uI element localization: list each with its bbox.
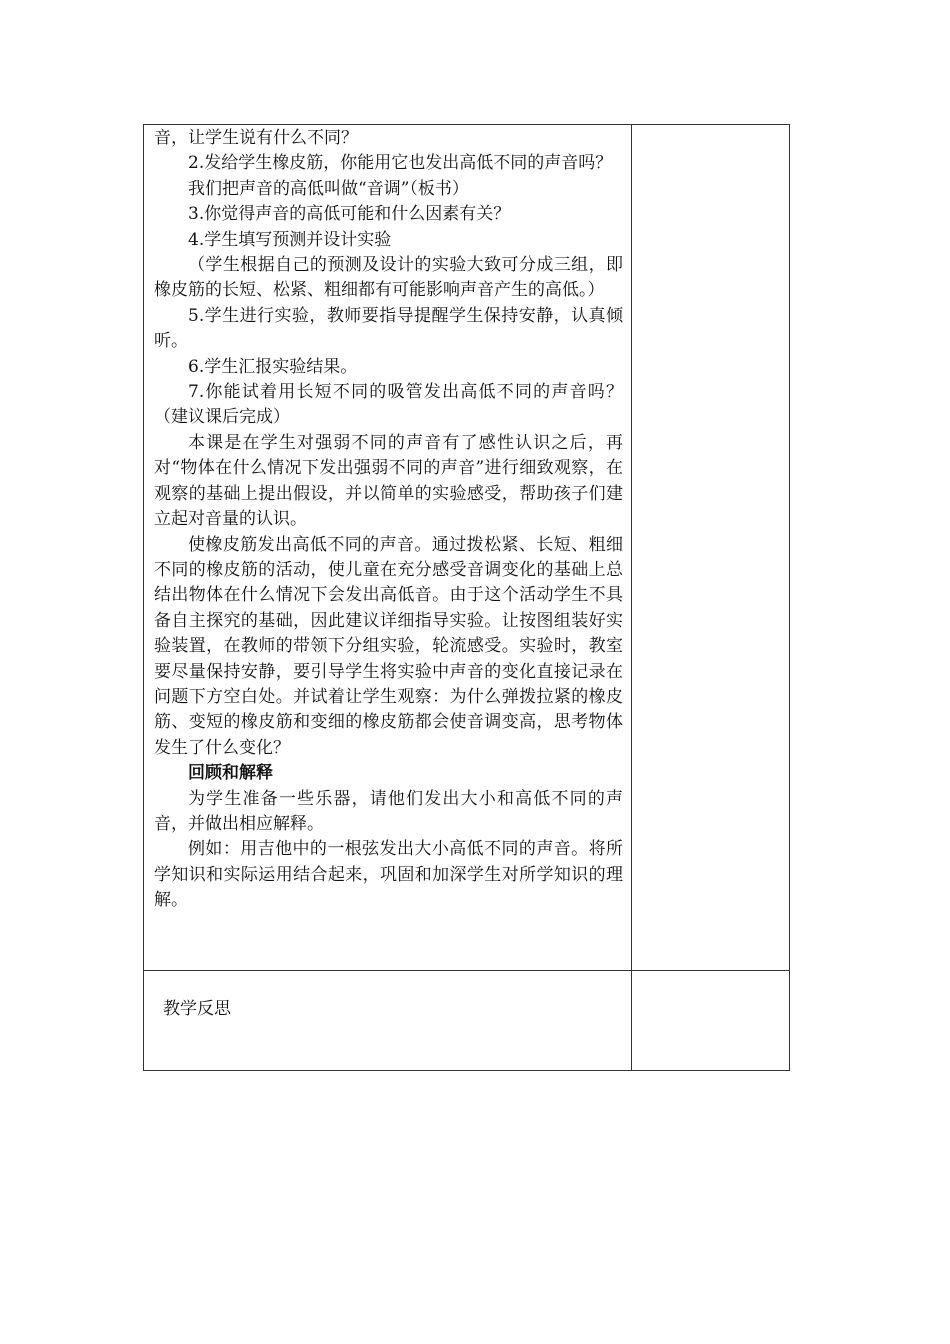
paragraph-step-2: 2.发给学生橡皮筋，你能用它也发出高低不同的声音吗？	[188, 153, 613, 174]
paragraph-step-4: 4.学生填写预测并设计实验	[188, 229, 392, 250]
paragraph-intro-tail: 音，让学生说有什么不同？	[154, 128, 358, 148]
paragraph-lesson-summary: 本课是在学生对强弱不同的声音有了感性认识之后，再对“物体在什么情况下发出强弱不同的声音”进行细致观察，在观察的基础上提出假设，并以简单的实验感受，帮助孩子们建立起对音量的认识。	[154, 432, 623, 530]
paragraph-step-3: 3.你觉得声音的高低可能和什么因素有关？	[188, 204, 511, 225]
paragraph-rubber-band-activity: 使橡皮筋发出高低不同的声音。通过拨松紧、长短、粗细不同的橡皮筋的活动，使儿童在充分感受音调变化的基础上总结出物体在什么情况下会发出高低音。由于这个活动学生不具备自主探究的基础，因此建议详细指导实验。让按图组装好实验装置，在教师的带领下分组实验，轮流感受。实验时，教室要尽量保持安静，要引导学生将实验中声音的变化直接记录在问题下方空白处。并试着让学生观察：为什么弹拨拉紧的橡皮筋、变短的橡皮筋和变细的橡皮筋都会使音调变高，思考物体发生了什么变化？	[154, 534, 623, 758]
paragraph-step-5: 5.学生进行实验，教师要指导提醒学生保持安静，认真倾听。	[154, 305, 623, 352]
paragraph-prediction-note: （学生根据自己的预测及设计的实验大致可分成三组，即橡皮筋的长短、松紧、粗细都有可能影响声音产生的高低。）	[154, 255, 623, 301]
lesson-content-cell	[144, 125, 632, 971]
paragraph-guitar-example: 例如：用吉他中的一根弦发出大小高低不同的声音。将所学知识和实际运用结合起来，巩固和加深学生对所学知识的理解。	[154, 839, 623, 911]
paragraph-step-7: 7.你能试着用长短不同的吸管发出高低不同的声音吗？（建议课后完成）	[154, 382, 623, 428]
paragraph-instruments: 为学生准备一些乐器，请他们发出大小和高低不同的声音，并做出相应解释。	[154, 788, 623, 834]
notes-cell-top	[632, 125, 790, 971]
paragraph-pitch-definition: 我们把声音的高低叫做“音调”（板书）	[188, 178, 469, 199]
reflection-row	[144, 971, 790, 1071]
lesson-content	[144, 125, 631, 914]
reflection-label-cell	[144, 971, 632, 1071]
reflection-notes-cell	[632, 971, 790, 1071]
reflection-label: 教学反思	[163, 999, 231, 1019]
paragraph-step-6: 6.学生汇报实验结果。	[188, 356, 358, 377]
content-row	[144, 125, 790, 971]
lesson-plan-table	[143, 124, 790, 1071]
section-heading-review: 回顾和解释	[188, 763, 273, 784]
